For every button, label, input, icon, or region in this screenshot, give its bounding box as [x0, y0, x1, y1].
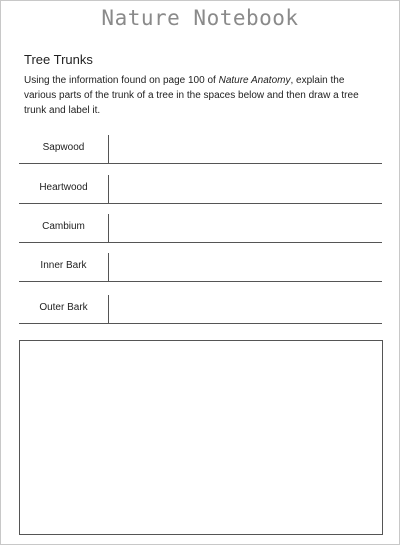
field-row-outer-bark: [19, 295, 382, 324]
field-row-cambium: [19, 214, 382, 243]
field-divider: [108, 135, 109, 163]
field-divider: [108, 295, 109, 323]
field-row-inner-bark: [19, 253, 382, 282]
inner-bark-answer-field[interactable]: [111, 255, 383, 279]
cambium-answer-field[interactable]: [111, 216, 383, 240]
field-divider: [108, 253, 109, 281]
field-divider: [108, 214, 109, 242]
instructions-after: , explain the various parts of the trunk of a tree in the spaces below and then draw a tree trunk and label it.: [24, 75, 359, 116]
field-label-inner-bark: Inner Bark: [40, 260, 87, 271]
field-row-heartwood: [19, 175, 382, 204]
field-label-cambium: Cambium: [42, 221, 85, 232]
field-row-sapwood: [19, 135, 382, 164]
field-divider: [108, 175, 109, 203]
field-label-sapwood: Sapwood: [42, 142, 85, 153]
instructions-text: [24, 73, 374, 118]
field-label-heartwood: Heartwood: [39, 182, 88, 193]
page-title: Nature Notebook: [101, 6, 299, 30]
drawing-area[interactable]: [19, 340, 383, 535]
field-label-outer-bark: Outer Bark: [39, 302, 88, 313]
heartwood-answer-field[interactable]: [111, 177, 383, 201]
book-title: Nature Anatomy: [218, 75, 291, 86]
instructions-before: Using the information found on page 100 of: [24, 75, 219, 86]
section-heading: Tree Trunks: [24, 52, 93, 67]
outer-bark-answer-field[interactable]: [111, 297, 383, 321]
sapwood-answer-field[interactable]: [111, 137, 383, 161]
